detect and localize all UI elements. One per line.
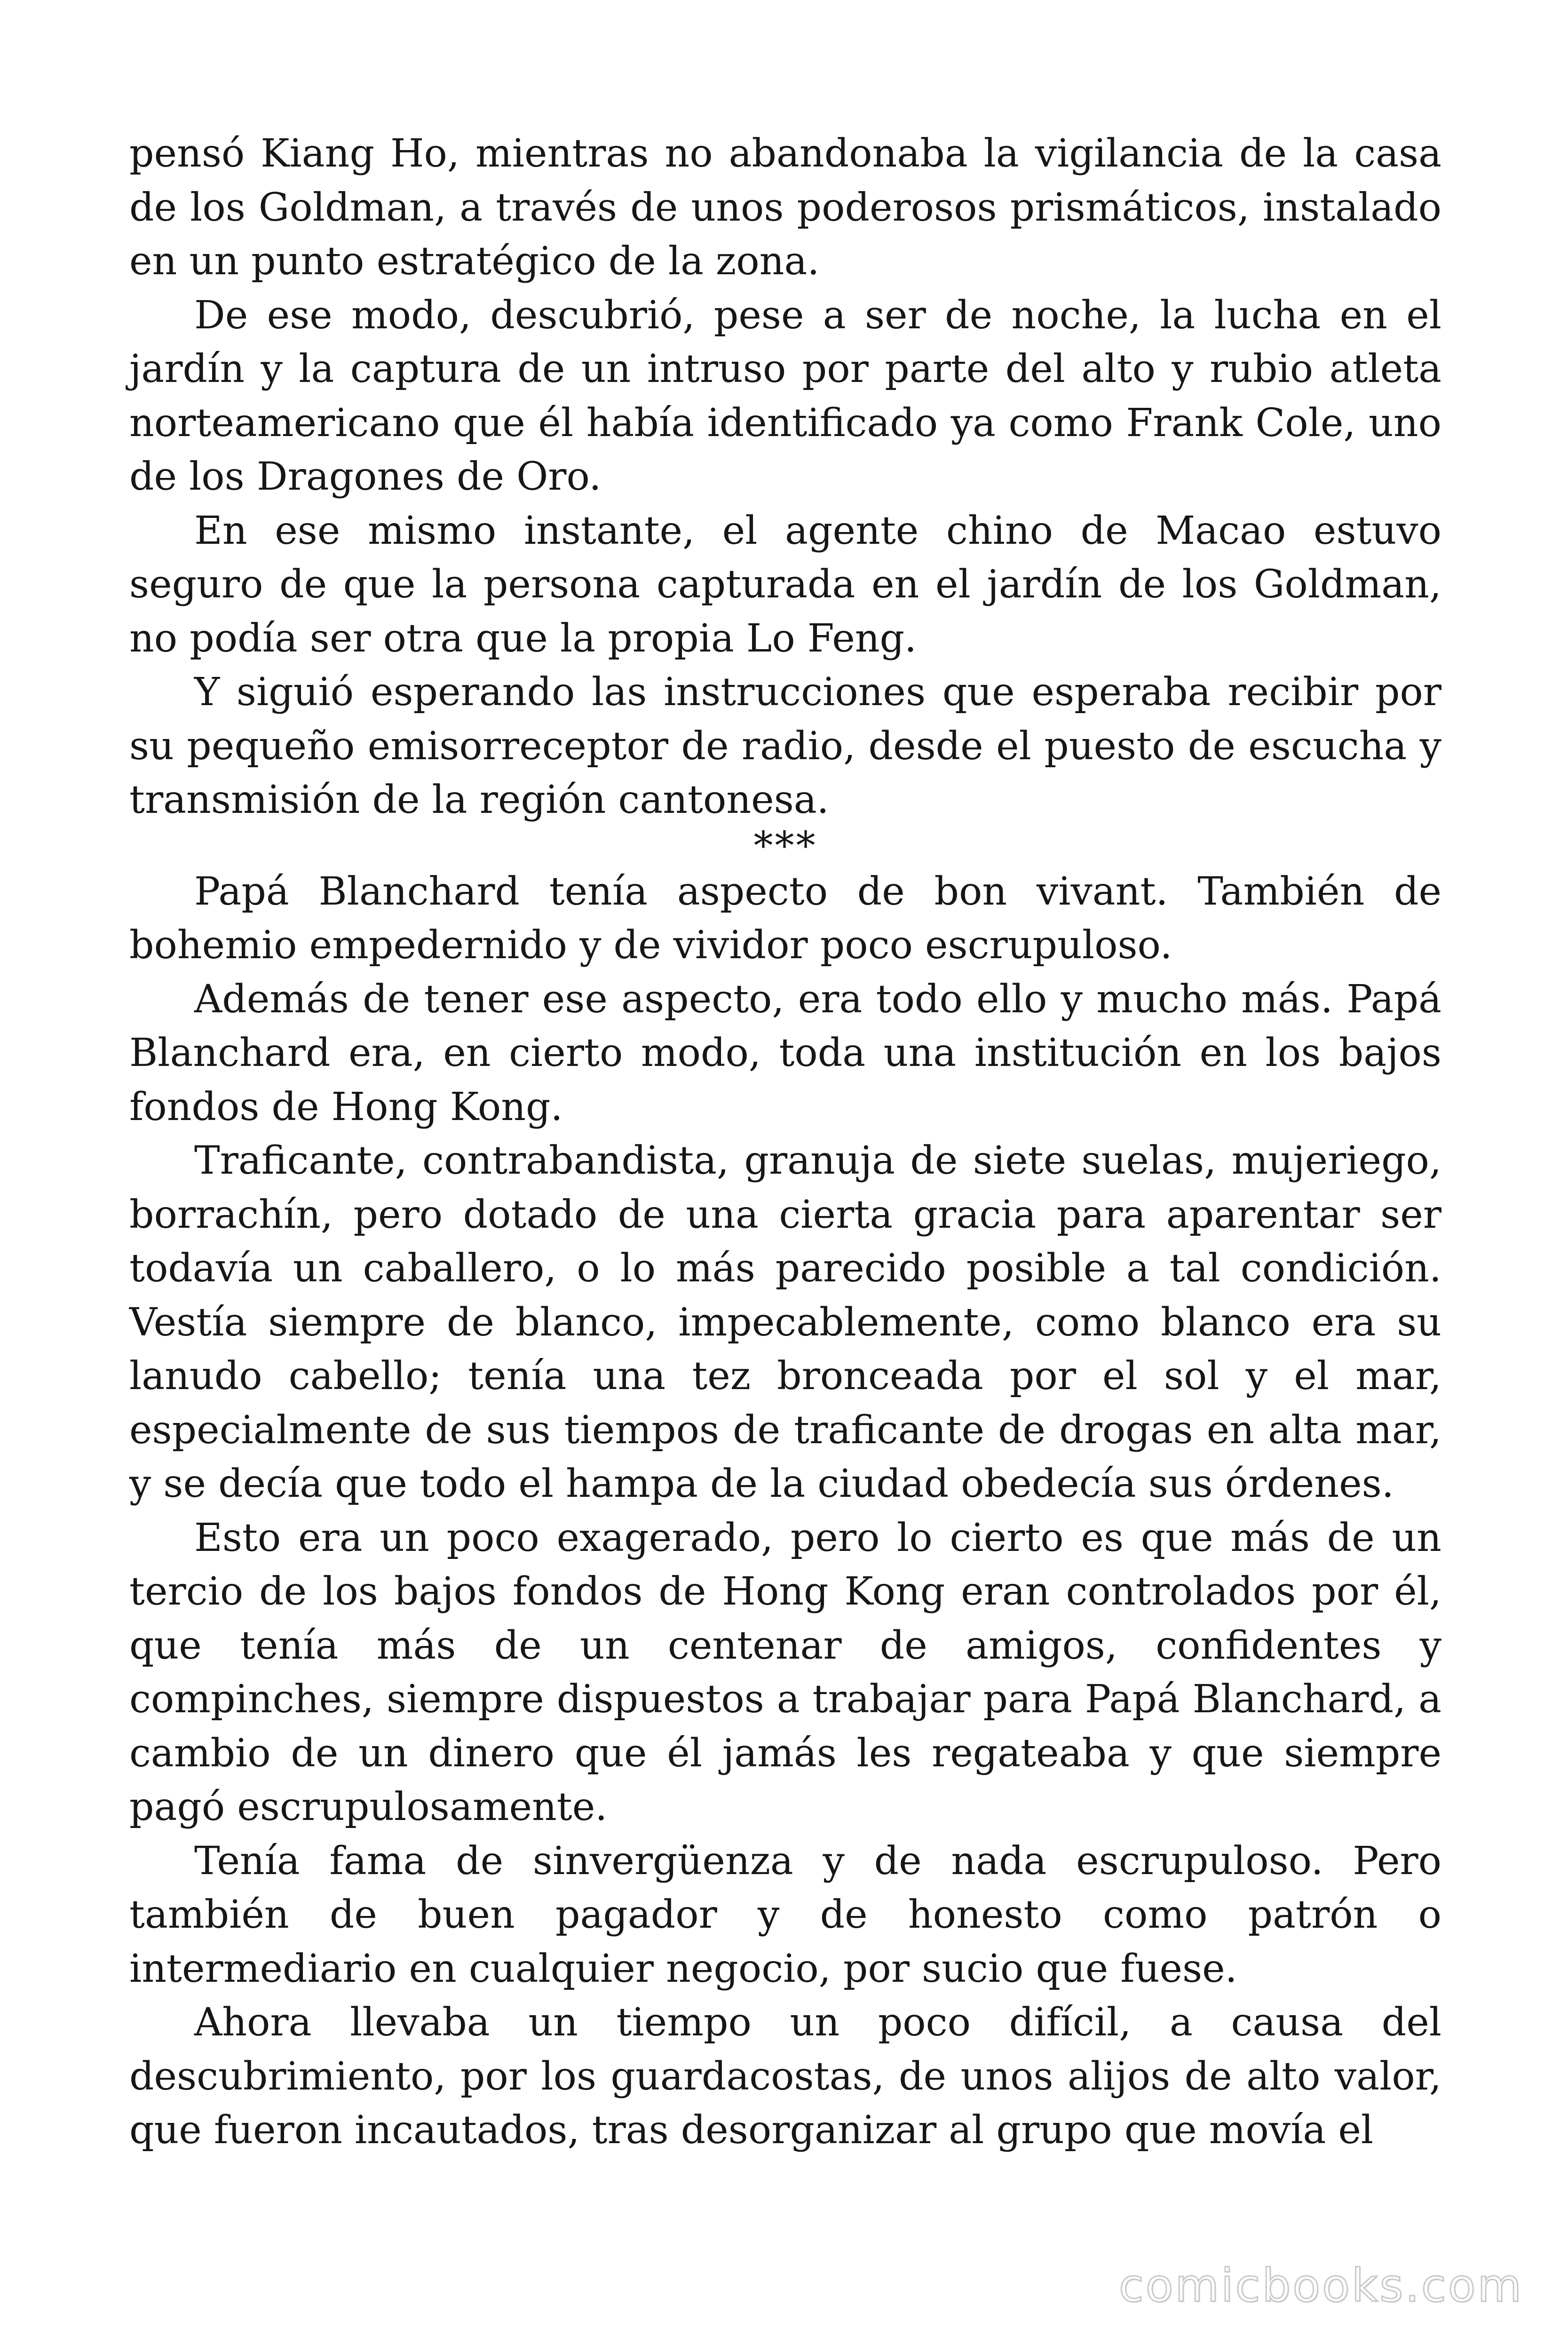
paragraph: Traficante, contrabandista, granuja de siete suelas, mujeriego, borrachín, pero dotado de una cierta gracia para aparentar ser todavía un caballero, o lo más parecido posible a tal condición. Vestía siempre de blanco, impecablemente, como blanco era su lanudo cabello; tenía una tez bronceada por el sol y el mar, especialmente de sus tiempos de traficante de drogas en alta mar, y se decía que todo el hampa de la ciudad obedecía sus órdenes.: [129, 1138, 1441, 1506]
paragraph: Esto era un poco exagerado, pero lo cierto es que más de un tercio de los bajos fondos de Hong Kong eran controlados por él, que tenía más de un centenar de amigos, confidentes y compinches, siempre dispuestos a trabajar para Papá Blanchard, a cambio de un dinero que él jamás les regateaba y que siempre pagó escrupulosamente.: [129, 1515, 1441, 1829]
watermark-logo: comicbooks.com: [1118, 2259, 1523, 2312]
section-separator: ***: [753, 823, 817, 868]
paragraph: Además de tener ese aspecto, era todo ello y mucho más. Papá Blanchard era, en cierto modo, toda una institución en los bajos fondos de Hong Kong.: [129, 977, 1441, 1129]
book-page-text: [129, 127, 1441, 2158]
paragraph-truncated: Ahora llevaba un tiempo un poco difícil, a causa del descubrimiento, por los guardacostas, de unos alijos de alto valor, que fueron incautados, tras desorganizar al grupo que movía el: [129, 2000, 1441, 2153]
paragraph: Tenía fama de sinvergüenza y de nada escrupuloso. Pero también de buen pagador y de honesto como patrón o intermediario en cualquier negocio, por sucio que fuese.: [129, 1838, 1441, 1991]
paragraph: Y siguió esperando las instrucciones que esperaba recibir por su pequeño emisorreceptor de radio, desde el puesto de escucha y transmisión de la región cantonesa.: [129, 670, 1441, 822]
paragraph: De ese modo, descubrió, pese a ser de noche, la lucha en el jardín y la captura de un intruso por parte del alto y rubio atleta norteamericano que él había identificado ya como Frank Cole, uno de los Dragones de Oro.: [129, 293, 1441, 499]
paragraph-continuation: pensó Kiang Ho, mientras no abandonaba la vigilancia de la casa de los Goldman, a través de unos poderosos prismáticos, instalado en un punto estratégico de la zona.: [129, 131, 1441, 284]
paragraph: Papá Blanchard tenía aspecto de bon vivant. También de bohemio empedernido y de vividor poco escrupuloso.: [129, 869, 1441, 968]
paragraph: En ese mismo instante, el agente chino de Macao estuvo seguro de que la persona capturada en el jardín de los Goldman, no podía ser otra que la propia Lo Feng.: [129, 508, 1441, 661]
